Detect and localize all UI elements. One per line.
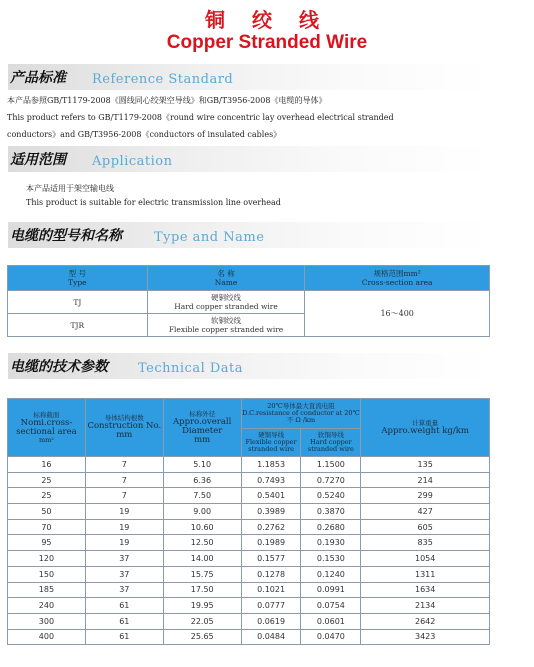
construction-cell: 19 xyxy=(85,535,163,551)
weight-cell: 1054 xyxy=(361,551,490,567)
flex-resistance-cell: 0.5240 xyxy=(301,488,361,504)
hard-resistance-cell: 0.1577 xyxy=(241,551,301,567)
construction-cell: 37 xyxy=(85,566,163,582)
diameter-cell: 7.50 xyxy=(163,488,241,504)
header-en: Name xyxy=(214,278,238,287)
reference-line-1: 本产品参照GB/T1179-2008《圆线同心绞架空导线》和GB/T3956-2008《电缆的导体》 xyxy=(7,96,327,105)
header-cn: 型 号 xyxy=(68,269,87,278)
application-text xyxy=(26,182,281,210)
table-row xyxy=(8,629,490,645)
weight-cell: 835 xyxy=(361,535,490,551)
flex-resistance-cell: 0.1530 xyxy=(301,551,361,567)
weight-cell: 2134 xyxy=(361,598,490,614)
weight-cell: 299 xyxy=(361,488,490,504)
hard-resistance-cell: 0.1278 xyxy=(241,566,301,582)
header-en: Appro.weight kg/km xyxy=(381,425,469,436)
hard-resistance-cell: 1.1853 xyxy=(241,457,301,473)
area-cell: 120 xyxy=(8,551,86,567)
construction-cell: 61 xyxy=(85,629,163,645)
section-title-en: Reference Standard xyxy=(92,72,234,87)
header-cn: 标称外径 xyxy=(189,409,216,418)
hard-resistance-cell: 0.0777 xyxy=(241,598,301,614)
name-cn: 硬铜绞线 xyxy=(211,293,242,302)
header-cn: 规格范围mm² xyxy=(373,269,421,278)
construction-cell: 37 xyxy=(85,582,163,598)
hard-resistance-cell: 0.1021 xyxy=(241,582,301,598)
header-unit: 不 Ω /km xyxy=(286,416,316,424)
reference-line-3: conductors》and GB/T3956-2008《conductors of insulated cables》 xyxy=(7,130,282,139)
weight-cell: 605 xyxy=(361,519,490,535)
name-cell xyxy=(147,291,305,314)
header-cn: 标称截面 xyxy=(33,410,60,419)
header-cn: 硬铜导线 xyxy=(258,431,285,439)
hard-resistance-cell: 0.7493 xyxy=(241,472,301,488)
table-row xyxy=(8,488,490,504)
flex-resistance-cell: 0.2680 xyxy=(301,519,361,535)
type-cell: TJ xyxy=(8,291,148,314)
table-row xyxy=(8,566,490,582)
section-title-en: Type and Name xyxy=(154,230,265,245)
diameter-cell: 14.00 xyxy=(163,551,241,567)
construction-cell: 7 xyxy=(85,472,163,488)
section-title-cn: 电缆的型号和名称 xyxy=(10,228,122,244)
table-row xyxy=(8,613,490,629)
flex-resistance-cell: 1.1500 xyxy=(301,457,361,473)
flex-resistance-cell: 0.1930 xyxy=(301,535,361,551)
name-en: Flexible copper stranded wire xyxy=(168,325,284,334)
diameter-cell: 15.75 xyxy=(163,566,241,582)
area-cell: 150 xyxy=(8,566,86,582)
header-en: Hard copper stranded wire xyxy=(307,438,354,453)
header-area xyxy=(8,399,86,457)
header-en: Construction No. xyxy=(87,421,162,431)
flex-resistance-cell: 0.7270 xyxy=(301,472,361,488)
header-weight xyxy=(361,399,490,457)
diameter-cell: 9.00 xyxy=(163,504,241,520)
area-cell: 25 xyxy=(8,472,86,488)
header-flexible-copper xyxy=(301,429,361,457)
table-header-row xyxy=(8,266,490,291)
flex-resistance-cell: 0.0470 xyxy=(301,629,361,645)
table-row xyxy=(8,472,490,488)
section-technical-data xyxy=(8,353,492,379)
table-row xyxy=(8,291,490,314)
header-en: Appro.overall Diameter xyxy=(173,416,232,436)
construction-cell: 37 xyxy=(85,551,163,567)
header-en: Flexible copper stranded wire xyxy=(245,438,297,453)
weight-cell: 2642 xyxy=(361,613,490,629)
header-en: D.C.resistance of conductor at 20℃ xyxy=(242,409,360,417)
diameter-cell: 6.36 xyxy=(163,472,241,488)
section-application xyxy=(8,146,492,172)
area-cell: 185 xyxy=(8,582,86,598)
range-cell: 16～400 xyxy=(305,291,490,337)
name-en: Hard copper stranded wire xyxy=(174,302,278,311)
diameter-cell: 22.05 xyxy=(163,613,241,629)
diameter-cell: 25.65 xyxy=(163,629,241,645)
weight-cell: 135 xyxy=(361,457,490,473)
application-line-1: 本产品适用于架空输电线 xyxy=(26,184,114,193)
header-name xyxy=(147,266,305,291)
type-cell: TJR xyxy=(8,314,148,337)
section-reference-standard xyxy=(8,64,492,90)
diameter-cell: 10.60 xyxy=(163,519,241,535)
weight-cell: 1311 xyxy=(361,566,490,582)
header-en: Type xyxy=(68,278,87,287)
name-cell xyxy=(147,314,305,337)
reference-text xyxy=(7,92,394,143)
table-row xyxy=(8,457,490,473)
header-unit: mm xyxy=(194,434,211,445)
header-resistance xyxy=(241,399,361,429)
area-cell: 16 xyxy=(8,457,86,473)
page-title-cn: 铜 绞 线 xyxy=(205,8,329,32)
page-title-en: Copper Stranded Wire xyxy=(166,32,368,53)
header-en: Nomi.cross-sectional area xyxy=(16,417,77,437)
section-title-en: Application xyxy=(92,154,173,169)
technical-data-body xyxy=(8,457,490,645)
flex-resistance-cell: 0.3870 xyxy=(301,504,361,520)
flex-resistance-cell: 0.1240 xyxy=(301,566,361,582)
area-cell: 70 xyxy=(8,519,86,535)
header-cn: 软铜导线 xyxy=(317,431,344,439)
header-cn: 名 称 xyxy=(217,269,235,278)
header-unit: mm xyxy=(116,430,133,440)
table-row xyxy=(8,582,490,598)
header-cross-section xyxy=(305,266,490,291)
diameter-cell: 12.50 xyxy=(163,535,241,551)
hard-resistance-cell: 0.3989 xyxy=(241,504,301,520)
header-unit: mm² xyxy=(38,435,54,444)
construction-cell: 7 xyxy=(85,488,163,504)
construction-cell: 7 xyxy=(85,457,163,473)
header-diameter xyxy=(163,399,241,457)
diameter-cell: 19.95 xyxy=(163,598,241,614)
header-hard-copper xyxy=(241,429,301,457)
table-row xyxy=(8,551,490,567)
section-type-and-name xyxy=(8,222,492,248)
section-title-en: Technical Data xyxy=(138,361,244,376)
section-title-cn: 适用范围 xyxy=(10,152,66,168)
area-cell: 300 xyxy=(8,613,86,629)
section-title-cn: 电缆的技术参数 xyxy=(10,359,108,375)
weight-cell: 214 xyxy=(361,472,490,488)
area-cell: 240 xyxy=(8,598,86,614)
hard-resistance-cell: 0.2762 xyxy=(241,519,301,535)
hard-resistance-cell: 0.1989 xyxy=(241,535,301,551)
construction-cell: 61 xyxy=(85,598,163,614)
construction-cell: 61 xyxy=(85,613,163,629)
area-cell: 50 xyxy=(8,504,86,520)
header-cn: 20℃导体最大直流电阻 xyxy=(267,402,335,410)
weight-cell: 1634 xyxy=(361,582,490,598)
flex-resistance-cell: 0.0991 xyxy=(301,582,361,598)
table-row xyxy=(8,535,490,551)
flex-resistance-cell: 0.0601 xyxy=(301,613,361,629)
header-cn: 导体结构根数 xyxy=(104,414,144,422)
table-row xyxy=(8,519,490,535)
header-type xyxy=(8,266,148,291)
section-title-cn: 产品标准 xyxy=(10,70,66,86)
table-row xyxy=(8,504,490,520)
area-cell: 400 xyxy=(8,629,86,645)
weight-cell: 427 xyxy=(361,504,490,520)
table-row xyxy=(8,598,490,614)
application-line-2: This product is suitable for electric transmission line overhead xyxy=(26,198,281,207)
area-cell: 25 xyxy=(8,488,86,504)
name-cn: 软铜绞线 xyxy=(211,316,242,325)
reference-line-2: This product refers to GB/T1179-2008《round wire concentric lay overhead electrical stranded xyxy=(7,113,394,122)
hard-resistance-cell: 0.0619 xyxy=(241,613,301,629)
type-name-table xyxy=(7,265,490,337)
technical-data-table xyxy=(7,398,490,645)
hard-resistance-cell: 0.5401 xyxy=(241,488,301,504)
hard-resistance-cell: 0.0484 xyxy=(241,629,301,645)
header-construction xyxy=(85,399,163,457)
weight-cell: 3423 xyxy=(361,629,490,645)
diameter-cell: 17.50 xyxy=(163,582,241,598)
construction-cell: 19 xyxy=(85,519,163,535)
header-en: Cross-section area xyxy=(361,278,433,287)
table-header-row xyxy=(8,399,490,429)
header-cn: 计算重量 xyxy=(412,418,439,427)
area-cell: 95 xyxy=(8,535,86,551)
construction-cell: 19 xyxy=(85,504,163,520)
diameter-cell: 5.10 xyxy=(163,457,241,473)
flex-resistance-cell: 0.0754 xyxy=(301,598,361,614)
